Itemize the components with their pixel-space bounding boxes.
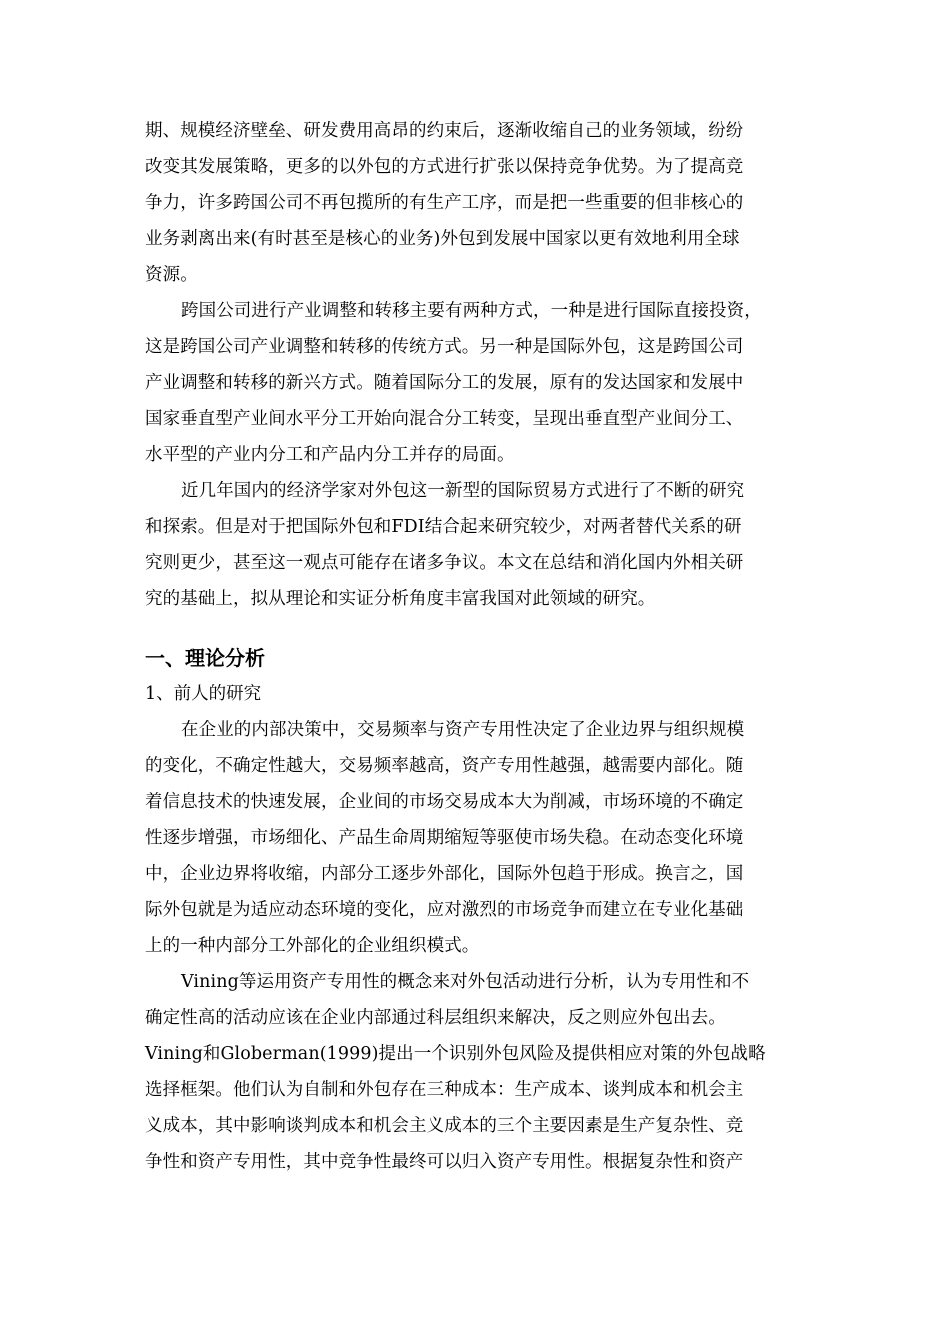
text-line: 际外包就是为适应动态环境的变化，应对激烈的市场竞争而建立在专业化基础 — [145, 900, 744, 920]
text-line: 争力，许多跨国公司不再包揽所的有生产工序，而是把一些重要的但非核心的 — [145, 193, 744, 213]
text-line: 选择框架。他们认为自制和外包存在三种成本：生产成本、谈判成本和机会主 — [145, 1080, 744, 1100]
document-body — [145, 113, 821, 1180]
text-line: 国家垂直型产业间水平分工开始向混合分工转变，呈现出垂直型产业间分工、 — [145, 409, 744, 429]
text-line: 这是跨国公司产业调整和转移的传统方式。另一种是国际外包，这是跨国公司 — [145, 337, 744, 357]
text-line: Vining等运用资产专用性的概念来对外包活动进行分析，认为专用性和不 — [181, 972, 750, 992]
paragraph-1 — [145, 113, 821, 293]
text-line: 究则更少，甚至这一观点可能存在诸多争议。本文在总结和消化国内外相关研 — [145, 553, 744, 573]
text-line: 在企业的内部决策中，交易频率与资产专用性决定了企业边界与组织规模 — [181, 720, 745, 740]
text-line: 资源。 — [145, 265, 198, 285]
text-line: 和探索。但是对于把国际外包和FDI结合起来研究较少，对两者替代关系的研 — [145, 517, 742, 537]
subsection-heading: 1、前人的研究 — [145, 684, 262, 704]
text-line: 改变其发展策略，更多的以外包的方式进行扩张以保持竞争优势。为了提高竞 — [145, 157, 744, 177]
text-line: 业务剥离出来(有时甚至是核心的业务)外包到发展中国家以更有效地利用全球 — [145, 229, 740, 249]
text-line: 跨国公司进行产业调整和转移主要有两种方式，一种是进行国际直接投资， — [181, 301, 762, 321]
paragraph-4 — [145, 712, 821, 964]
text-line: 中，企业边界将收缩，内部分工逐步外部化，国际外包趋于形成。换言之，国 — [145, 864, 744, 884]
text-line: 性逐步增强，市场细化、产品生命周期缩短等驱使市场失稳。在动态变化环境 — [145, 828, 744, 848]
text-line: 确定性高的活动应该在企业内部通过科层组织来解决，反之则应外包出去。 — [145, 1008, 726, 1028]
text-line: 近几年国内的经济学家对外包这一新型的国际贸易方式进行了不断的研究 — [181, 481, 745, 501]
text-line: 水平型的产业内分工和产品内分工并存的局面。 — [145, 445, 515, 465]
text-line: Vining和Globerman(1999)提出一个识别外包风险及提供相应对策的外包战略 — [145, 1044, 766, 1064]
text-line: 着信息技术的快速发展，企业间的市场交易成本大为削减，市场环境的不确定 — [145, 792, 744, 812]
text-line: 上的一种内部分工外部化的企业组织模式。 — [145, 936, 480, 956]
text-line: 产业调整和转移的新兴方式。随着国际分工的发展，原有的发达国家和发展中 — [145, 373, 744, 393]
paragraph-3 — [145, 473, 821, 617]
text-line: 期、规模经济壁垒、研发费用高昂的约束后，逐渐收缩自己的业务领域，纷纷 — [145, 121, 744, 141]
text-line: 义成本，其中影响谈判成本和机会主义成本的三个主要因素是生产复杂性、竞 — [145, 1116, 744, 1136]
section-heading: 一、理论分析 — [145, 646, 265, 670]
text-line: 的变化，不确定性越大，交易频率越高，资产专用性越强，越需要内部化。随 — [145, 756, 744, 776]
paragraph-2 — [145, 293, 821, 473]
paragraph-5 — [145, 964, 821, 1180]
text-line: 争性和资产专用性，其中竞争性最终可以归入资产专用性。根据复杂性和资产 — [145, 1152, 744, 1172]
text-line: 究的基础上，拟从理论和实证分析角度丰富我国对此领域的研究。 — [145, 589, 656, 609]
